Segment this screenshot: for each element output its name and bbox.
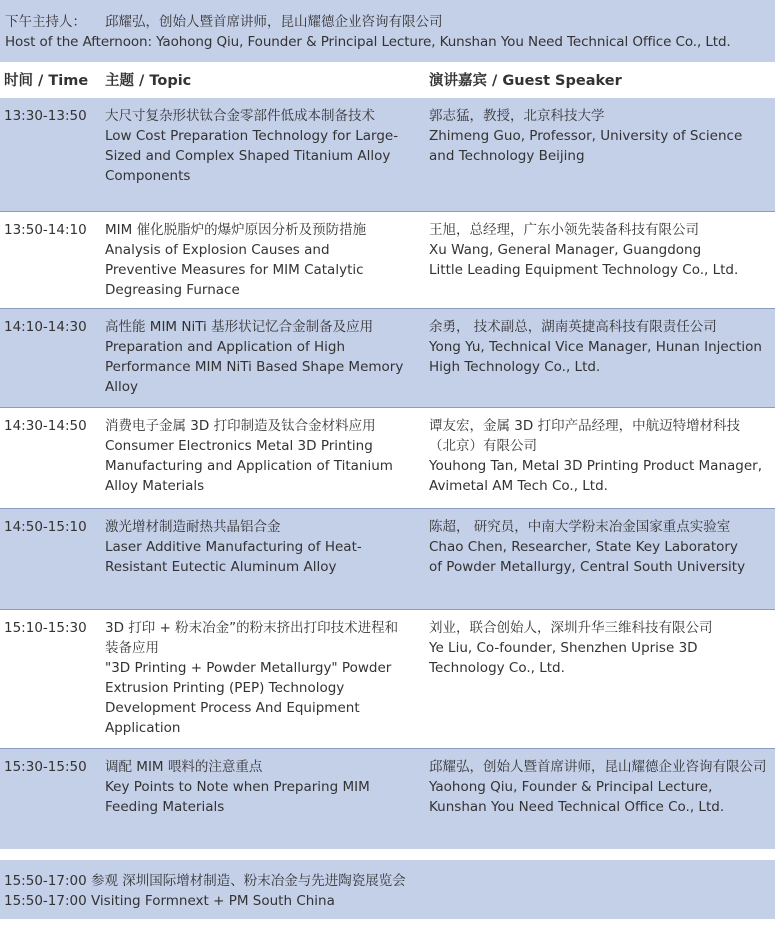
- table-header: [0, 62, 775, 98]
- speaker-zh: 王旭，总经理，广东小领先装备科技有限公司: [429, 222, 699, 238]
- table-row: [0, 309, 775, 407]
- session-topic: [105, 618, 423, 738]
- session-topic: [105, 757, 423, 817]
- session-speaker: [429, 757, 774, 817]
- session-topic: [105, 416, 423, 496]
- topic-zh: MIM 催化脱脂炉的爆炉原因分析及预防措施: [105, 222, 367, 238]
- visit-line-zh: 15:50-17:00 参观 深圳国际增材制造、粉末冶金与先进陶瓷展览会: [4, 873, 406, 889]
- speaker-zh: 余勇， 技术副总，湖南英捷高科技有限责任公司: [429, 319, 717, 335]
- visit-line-en: 15:50-17:00 Visiting Formnext + PM South China: [4, 893, 335, 909]
- header-speaker: 演讲嘉宾 / Guest Speaker: [429, 73, 622, 89]
- speaker-en: Zhimeng Guo, Professor, University of Science and Technology Beijing: [429, 128, 743, 164]
- table-row: [0, 408, 775, 508]
- session-time: 13:30-13:50: [4, 108, 87, 124]
- speaker-en: Yong Yu, Technical Vice Manager, Hunan Injection High Technology Co., Ltd.: [429, 339, 762, 375]
- session-speaker: [429, 517, 774, 577]
- topic-zh: 3D 打印 + 粉末冶金”的粉末挤出打印技术进程和装备应用: [105, 620, 399, 656]
- speaker-en: Chao Chen, Researcher, State Key Laboratory of Powder Metallurgy, Central South University: [429, 539, 746, 575]
- table-row: [0, 509, 775, 609]
- session-time: 13:50-14:10: [4, 222, 87, 238]
- topic-zh: 调配 MIM 喂料的注意重点: [105, 759, 263, 775]
- speaker-en: Xu Wang, General Manager, Guangdong Little Leading Equipment Technology Co., Ltd.: [429, 242, 739, 278]
- host-line-en: Host of the Afternoon: Yaohong Qiu, Founder & Principal Lecture, Kunshan You Need Technical Office Co., Ltd.: [5, 34, 731, 50]
- topic-en: "3D Printing + Powder Metallurgy" Powder Extrusion Printing (PEP) Technology Development Process And Equipment Application: [105, 660, 392, 736]
- host-line-zh: [5, 12, 775, 32]
- speaker-en: Ye Liu, Co-founder, Shenzhen Uprise 3D Technology Co., Ltd.: [429, 640, 698, 676]
- topic-en: Low Cost Preparation Technology for Large-Sized and Complex Shaped Titanium Alloy Components: [105, 128, 399, 184]
- session-topic: [105, 220, 423, 300]
- table-row: [0, 749, 775, 849]
- header-topic: 主题 / Topic: [105, 73, 192, 89]
- session-speaker: [429, 106, 774, 166]
- session-time: 14:30-14:50: [4, 418, 87, 434]
- speaker-zh: 邱耀弘，创始人暨首席讲师，昆山耀德企业咨询有限公司: [429, 759, 767, 775]
- speaker-zh: 陈超， 研究员，中南大学粉末冶金国家重点实验室: [429, 519, 731, 535]
- topic-zh: 消费电子金属 3D 打印制造及钛合金材料应用: [105, 418, 376, 434]
- session-time: 14:50-15:10: [4, 519, 87, 535]
- session-speaker: [429, 317, 774, 377]
- topic-en: Analysis of Explosion Causes and Preventive Measures for MIM Catalytic Degreasing Furnace: [105, 242, 364, 298]
- host-name: 邱耀弘，创始人暨首席讲师，昆山耀德企业咨询有限公司: [105, 14, 443, 30]
- topic-en: Laser Additive Manufacturing of Heat-Resistant Eutectic Aluminum Alloy: [105, 539, 362, 575]
- speaker-en: Youhong Tan, Metal 3D Printing Product Manager, Avimetal AM Tech Co., Ltd.: [429, 458, 762, 494]
- session-topic: [105, 317, 423, 397]
- visit-banner: [0, 860, 775, 919]
- topic-en: Key Points to Note when Preparing MIM Feeding Materials: [105, 779, 370, 815]
- topic-zh: 大尺寸复杂形状钛合金零部件低成本制备技术: [105, 108, 375, 124]
- topic-zh: 高性能 MIM NiTi 基形状记忆合金制备及应用: [105, 319, 374, 335]
- topic-en: Preparation and Application of High Performance MIM NiTi Based Shape Memory Alloy: [105, 339, 404, 395]
- topic-en: Consumer Electronics Metal 3D Printing Manufacturing and Application of Titanium Alloy Materials: [105, 438, 393, 494]
- session-topic: [105, 517, 423, 577]
- session-speaker: [429, 618, 774, 678]
- session-topic: [105, 106, 423, 186]
- header-time: 时间 / Time: [4, 73, 89, 89]
- table-row: [0, 98, 775, 211]
- speaker-en: Yaohong Qiu, Founder & Principal Lecture, Kunshan You Need Technical Office Co., Ltd.: [429, 779, 725, 815]
- session-speaker: [429, 416, 774, 496]
- table-row: [0, 212, 775, 308]
- speaker-zh: 谭友宏，金属 3D 打印产品经理，中航迈特增材科技（北京）有限公司: [429, 418, 741, 454]
- host-label: 下午主持人：: [5, 14, 86, 30]
- session-time: 15:10-15:30: [4, 620, 87, 636]
- host-banner: [0, 0, 775, 62]
- speaker-zh: 刘业，联合创始人，深圳升华三维科技有限公司: [429, 620, 713, 636]
- session-time: 14:10-14:30: [4, 319, 87, 335]
- speaker-zh: 郭志猛，教授，北京科技大学: [429, 108, 605, 124]
- topic-zh: 激光增材制造耐热共晶铝合金: [105, 519, 281, 535]
- table-row: [0, 610, 775, 748]
- session-speaker: [429, 220, 774, 280]
- session-time: 15:30-15:50: [4, 759, 87, 775]
